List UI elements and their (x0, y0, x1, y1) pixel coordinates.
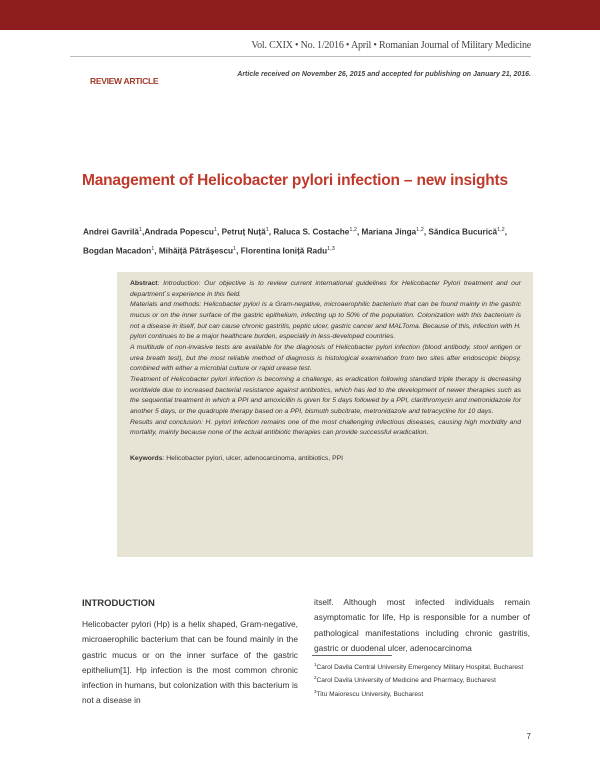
author: Raluca S. Costache (273, 227, 350, 237)
footnote-number: 2 (314, 675, 317, 681)
footnote-text: Carol Davila Central University Emergency Military Hospital, Bucharest (316, 664, 524, 672)
author: Săndica Bucurică (428, 227, 498, 237)
abstract-label: Abstract (130, 280, 158, 287)
author-affiliation: 1,2 (416, 227, 424, 233)
author: Mihăiță Pătrășescu (158, 246, 234, 256)
received-date: Article received on November 26, 2015 and accepted for publishing on January 21, 2016. (237, 71, 531, 78)
methods-text: Helicobacter pylori is a Gram-negative, microaerophilic bacterium that can be found mainly in the gastric mucus or on the inner surface of the gastric epithelium, infecting up to 50% of the population. Colonization with this bacterium is not a disease in itself, but can cause chronic gastritis, peptic ulcer, gastric cancer and MALToma. Because of this, infection with H. pylori continues to be a major healthcare burden, especially in less-developed countries. (130, 301, 521, 341)
abstract-results (130, 418, 521, 439)
article-type-label: REVIEW ARTICLE (90, 76, 159, 86)
intro-text: Our objective is to review current international guidelines for Helicobacter Pylori treatment and our department`s experience in this field. (130, 280, 521, 298)
author-list: Andrei Gavrilă$^1$,Andrada Popescu$^1$, Petruț Nuță$^1$, Raluca S. Costache$^{1,2}$, Mariana Jinga$^{1,2}$, Săndica Bucurică$^{1,2}$, Bogdan Macadon$^1$, Mihăiță Pătrășescu$^1$, Florentina Ioniță Radu$^{1,3}$ (83, 227, 508, 256)
keywords-text: : Helicobacter pylori, ulcer, adenocarcinoma, antibiotics, PPI (162, 454, 344, 462)
abstract-intro: Abstract: Introduction: Our objective is to review current international guidelines for Helicobacter Pylori treatment and our department`s experience in this field. (130, 280, 521, 298)
journal-line: Vol. CXIX • No. 1/2016 • April • Romanian Journal of Military Medicine (251, 40, 531, 51)
header-bar (0, 0, 600, 30)
footnote-divider (312, 655, 392, 656)
footnotes (314, 660, 530, 700)
author: Bogdan Macadon (83, 246, 152, 256)
footnote (314, 687, 530, 700)
results-label: Results and conclusion: (130, 418, 203, 426)
footnote-text: Carol Davila University of Medicine and Pharmacy, Bucharest (316, 677, 496, 685)
abstract-diagnosis: A multitude of non-invasive tests are available for the diagnosis of Helicobacter pylori infection (blood antibody, stool antigen or urea breath test), but the most reliable method of diagnosis is histological examination from two sites after endoscopic biopsy, combined with either a microbial culture or rapid urease test. (130, 343, 521, 373)
abstract-box (117, 272, 533, 557)
body-right-column (314, 595, 530, 656)
footnote (314, 660, 530, 673)
keywords-label: Keywords (130, 454, 163, 462)
author-affiliation: 1 (151, 245, 155, 252)
page-number: 7 (526, 732, 531, 741)
author-affiliation: 1 (265, 227, 269, 233)
author-affiliation: 1 (213, 227, 218, 233)
author: Petruț Nuță (221, 227, 266, 237)
abstract-methods (130, 300, 521, 343)
intro-left-text: Helicobacter pylori (Hp) is a helix shaped, Gram-negative, microaerophilic bacterium that can be found mainly in the gastric mucus or on the inner surface of the gastric epithelium[1]. Hp infection is the most common chronic infection in humans, but colonization with this bacterium is not a disease in (82, 619, 298, 706)
footnote-number: 3 (314, 688, 317, 694)
author: Andrei Gavrilă (83, 227, 139, 237)
body-left-column (82, 598, 298, 709)
intro-heading: INTRODUCTION (82, 598, 155, 609)
intro-label: Introduction: (163, 280, 201, 287)
footnote-text: Titu Maiorescu University, Bucharest (316, 690, 424, 698)
methods-label: Materials and methods: (130, 301, 202, 309)
abstract-treatment: Treatment of Helicobacter pylori infection is becoming a challenge, as eradication following standard triple therapy is decreasing worldwide due to increased bacterial resistance against antibiotics, which has led to the development of newer therapies such as the sequential treatment in which a PPI and amoxicillin is given for 5 days followed by a PPI, clarithromycin and metronidazole for another 5 days, or the quadruple therapy based on a PPI, bismuth subcitrate, metronidazole and tetracycline for 10 days. (130, 375, 521, 415)
author-affiliation: 1,2 (349, 227, 357, 233)
header-divider (70, 56, 531, 57)
intro-right-text: itself. Although most infected individuals remain asymptomatic for life, Hp is responsible for a number of pathological manifestations including chronic gastritis, gastric or duodenal ulcer, adenocarcinoma (314, 597, 530, 653)
results-text: H. pylori infection remains one of the most challenging infectious diseases, causing high morbidity and mortality, mainly because none of the actual antibiotic therapies can provide successful eradication. (130, 418, 521, 437)
footnote-number: 1 (314, 662, 317, 667)
author-affiliation: 1 (138, 227, 143, 233)
author: Andrada Popescu (144, 227, 214, 237)
author-affiliation: 1 (233, 245, 237, 252)
author: Florentina Ioniță Radu (240, 246, 328, 256)
author-affiliation: 1,2 (497, 227, 505, 233)
paper-title: Management of Helicobacter pylori infection – new insights (82, 172, 508, 189)
author: Mariana Jinga (361, 227, 417, 237)
author-affiliation: 1,3 (327, 245, 335, 252)
footnote (314, 673, 530, 686)
keywords (130, 454, 521, 465)
